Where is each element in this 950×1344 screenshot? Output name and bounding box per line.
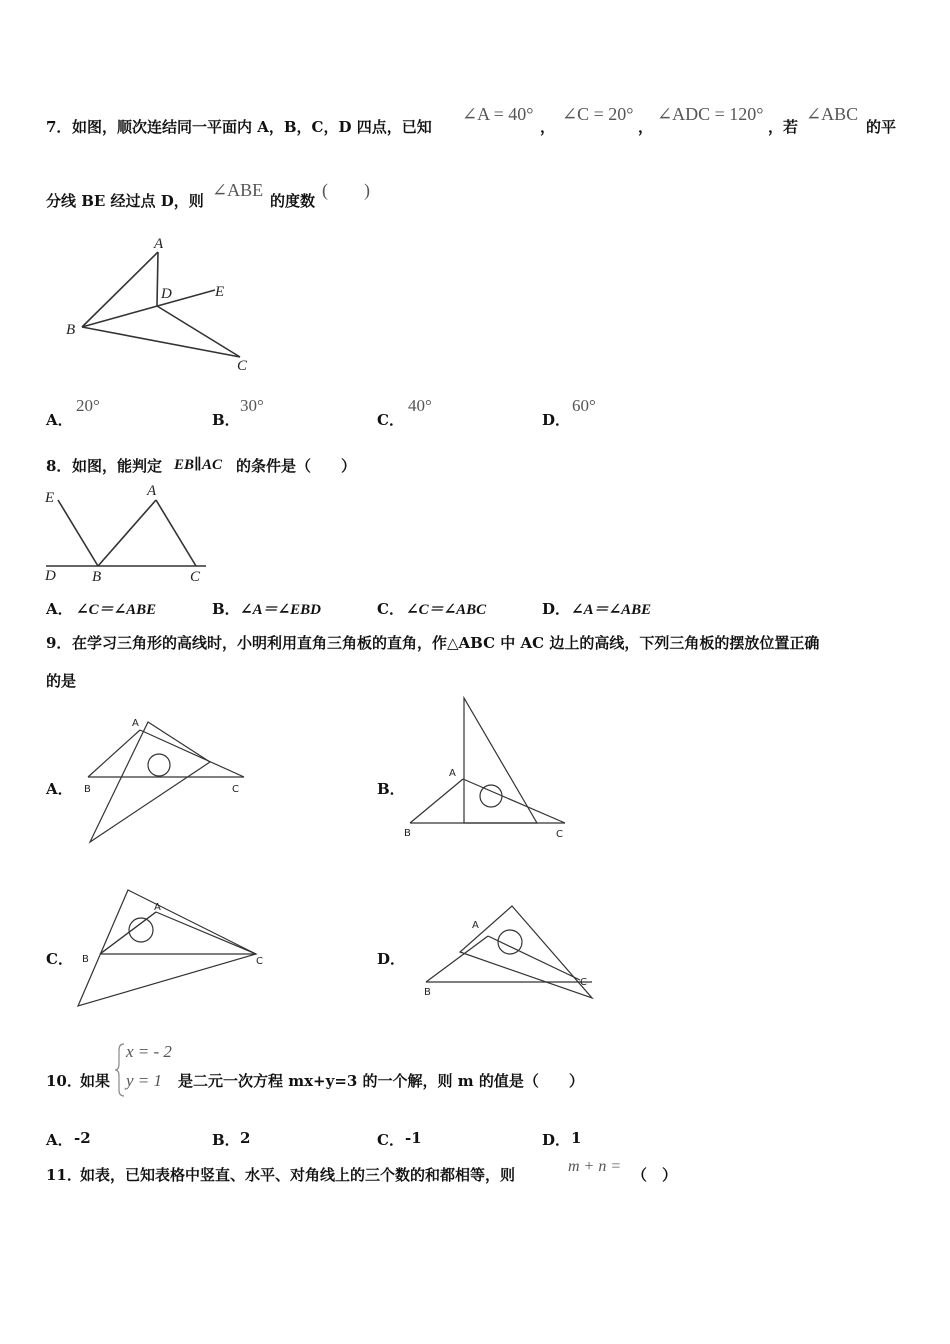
q9d-set-square <box>460 906 592 998</box>
q8-option-b-letter[interactable]: B． <box>212 600 240 618</box>
q9a-label-b: B <box>84 784 91 795</box>
q9-option-d-letter[interactable]: D． <box>377 950 406 968</box>
q10-text-2: 是二元一次方程 mx+y=3 的一个解，则 m 的值是（ ） <box>178 1072 584 1090</box>
q8-label-d: D <box>45 568 56 584</box>
q7-option-a-value: 20° <box>76 396 100 415</box>
q7-angle-abe: ∠ABE <box>212 180 264 200</box>
q11-text-2: （ ） <box>632 1166 678 1184</box>
q9a-label-a: A <box>132 718 139 729</box>
q10-number: 10． <box>46 1072 82 1090</box>
q7-option-c-value: 40° <box>408 396 432 415</box>
q9a-label-c: C <box>232 784 239 795</box>
q7-answer-paren: ( ) <box>322 180 370 200</box>
q8-label-c: C <box>190 569 201 585</box>
q7-option-a-letter[interactable]: A． <box>46 411 73 429</box>
q9-text-2: 的是 <box>46 672 77 690</box>
q10-equation-y: y = 1 <box>126 1071 163 1090</box>
q9c-height-line <box>100 912 156 954</box>
q11-number: 11． <box>46 1166 82 1184</box>
q9c-label-b: B <box>82 954 89 965</box>
q7-angle-abc: ∠ABC <box>806 104 859 124</box>
q8-math: EB∥AC <box>174 457 222 473</box>
q7-label-b: B <box>66 322 76 338</box>
q7-text-4: 分线 BE 经过点 D，则 <box>46 192 204 210</box>
q9-figure-d <box>420 898 610 1013</box>
q8-option-d-letter[interactable]: D． <box>542 600 571 618</box>
q7-option-b-letter[interactable]: B． <box>212 411 240 429</box>
q7-option-d-value: 60° <box>572 396 596 415</box>
q7-sep-1: ， <box>540 118 556 136</box>
q7-label-e: E <box>215 284 225 300</box>
q10-option-c-value: -1 <box>405 1129 422 1147</box>
q8-figure <box>40 480 220 585</box>
q7-text-1: 如图，顺次连结同一平面内 A，B，C，D 四点，已知 <box>72 118 432 136</box>
q8-label-b: B <box>92 569 102 585</box>
q7-segment-be <box>82 290 215 327</box>
q9-option-b-letter[interactable]: B． <box>377 780 405 798</box>
q9c-set-square <box>78 890 256 1006</box>
q10-equation-x: x = - 2 <box>126 1042 172 1061</box>
q9-number: 9． <box>46 634 72 652</box>
q7-label-d: D <box>161 286 172 302</box>
q8-option-b-value: ∠A＝∠EBD <box>240 602 321 618</box>
q7-segment-ad <box>157 252 158 306</box>
q9c-segment-ac <box>156 912 256 954</box>
q9d-label-b: B <box>424 987 431 998</box>
q9a-set-square <box>90 722 210 842</box>
q7-text-2: ，若 <box>768 118 799 136</box>
q8-segment-eb <box>58 500 98 566</box>
q9b-segment-ac <box>463 779 565 823</box>
q10-system-brace <box>114 1042 126 1098</box>
q7-number: 7． <box>46 118 72 136</box>
q9c-label-c: C <box>256 956 263 967</box>
q8-option-a-value: ∠C＝∠ABE <box>76 602 157 618</box>
q10-option-b-value: 2 <box>240 1129 251 1147</box>
q8-option-c-letter[interactable]: C． <box>377 600 404 618</box>
q10-option-d-letter[interactable]: D． <box>542 1131 571 1149</box>
q8-text-1: 如图，能判定 <box>72 457 163 475</box>
q8-option-a-letter[interactable]: A． <box>46 600 73 618</box>
q7-text-3: 的平 <box>866 118 897 136</box>
q9c-label-a: A <box>154 902 161 913</box>
q8-label-a: A <box>147 483 157 499</box>
q9-figure-c <box>74 884 274 1014</box>
q8-label-e: E <box>45 490 55 506</box>
q9d-label-a: A <box>472 920 479 931</box>
q10-text-1: 如果 <box>80 1072 111 1090</box>
q9d-segment-ac <box>488 936 580 980</box>
q7-figure <box>60 230 260 375</box>
q9b-segment-ba <box>410 779 463 823</box>
q9a-set-square-hole <box>148 754 170 776</box>
q9-figure-b <box>400 694 580 844</box>
q8-number: 8． <box>46 457 72 475</box>
q9b-label-b: B <box>404 828 411 839</box>
q9b-set-square <box>464 698 537 823</box>
q7-option-d-letter[interactable]: D． <box>542 411 571 429</box>
q8-text-2: 的条件是（ ） <box>236 457 357 475</box>
q7-angle-adc: ∠ADC = 120° <box>657 104 764 124</box>
q7-option-c-letter[interactable]: C． <box>377 411 404 429</box>
q7-label-c: C <box>237 358 248 374</box>
q9a-segment-ac <box>140 730 244 777</box>
q7-angle-c: ∠C = 20° <box>562 104 634 124</box>
q7-sep-2: ， <box>638 118 654 136</box>
q8-segment-ba <box>98 500 156 566</box>
q9b-label-c: C <box>556 829 563 840</box>
q11-text-1: 如表，已知表格中竖直、水平、对角线上的三个数的和都相等，则 <box>80 1166 516 1184</box>
q8-option-c-value: ∠C＝∠ABC <box>406 602 487 618</box>
q9-text-1: 在学习三角形的高线时，小明利用直角三角板的直角，作△ABC 中 AC 边上的高线，下列三角板的摆放位置正确 <box>72 634 820 652</box>
q10-option-b-letter[interactable]: B． <box>212 1131 240 1149</box>
q7-angle-a: ∠A = 40° <box>462 104 534 124</box>
q8-segment-ac <box>156 500 196 566</box>
q9b-label-a: A <box>449 768 456 779</box>
q10-option-a-letter[interactable]: A． <box>46 1131 73 1149</box>
q9-figure-a <box>80 712 260 847</box>
q8-option-d-value: ∠A＝∠ABE <box>571 602 652 618</box>
q9b-set-square-hole <box>480 785 502 807</box>
q10-option-a-value: -2 <box>74 1129 91 1147</box>
q10-option-d-value: 1 <box>571 1129 582 1147</box>
q7-label-a: A <box>154 236 164 252</box>
q7-option-b-value: 30° <box>240 396 264 415</box>
q9d-label-c: C <box>580 977 587 988</box>
q9-option-c-letter[interactable]: C． <box>46 950 73 968</box>
q9-option-a-letter[interactable]: A． <box>46 780 73 798</box>
q7-text-5: 的度数 <box>270 192 316 210</box>
q11-math: m + n = <box>568 1158 622 1175</box>
q10-option-c-letter[interactable]: C． <box>377 1131 404 1149</box>
